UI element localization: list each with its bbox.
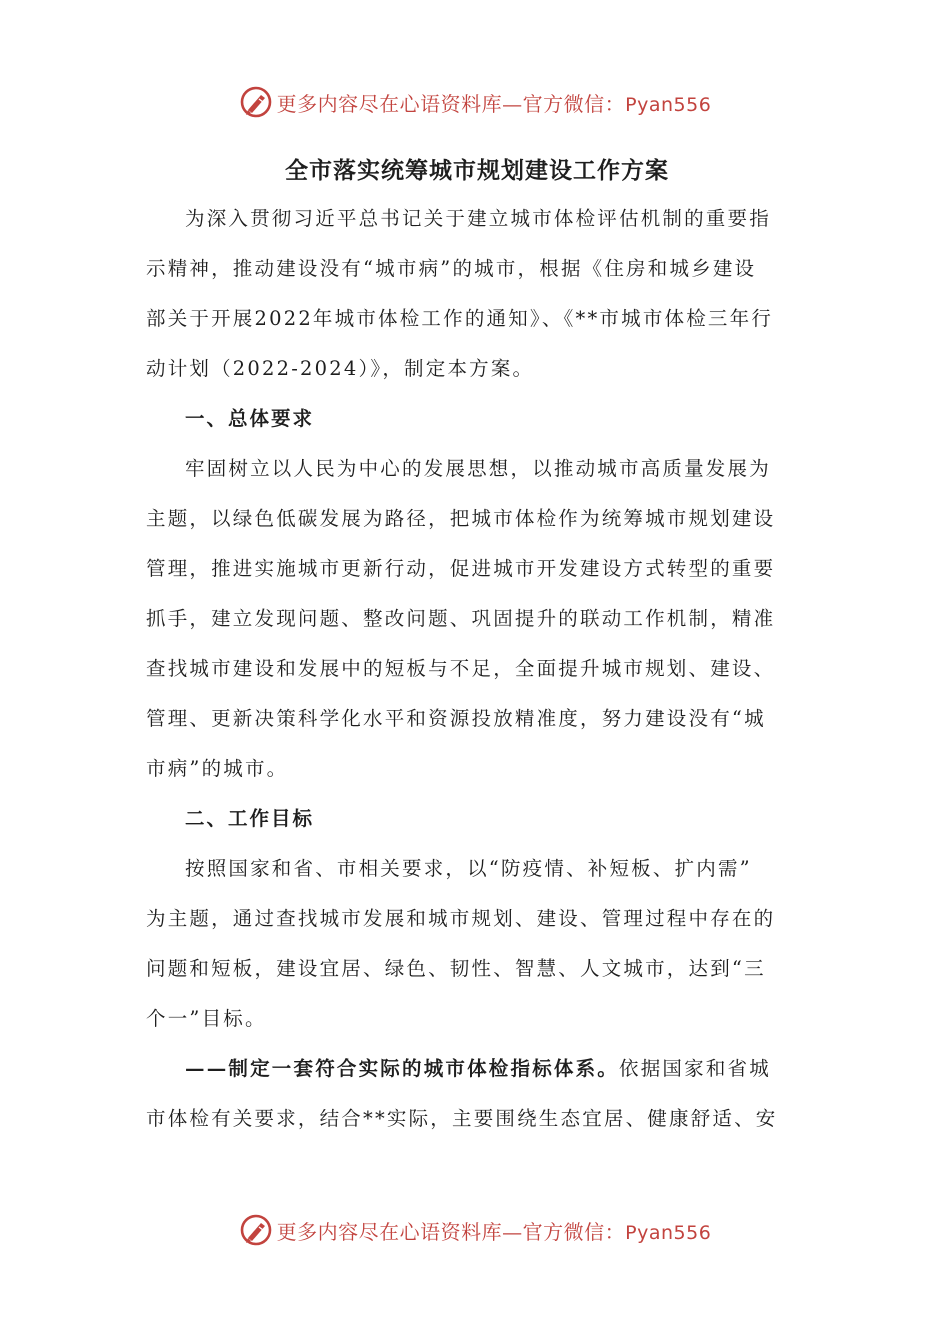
pen-logo-icon xyxy=(239,1213,273,1247)
paragraph-line: 牢固树立以人民为中心的发展思想，以推动城市高质量发展为 xyxy=(185,457,771,480)
work-goals-paragraph xyxy=(146,844,808,1044)
paragraph-line: 按照国家和省、市相关要求，以“防疫情、补短板、扩内需” xyxy=(185,857,752,880)
goal-one-paragraph xyxy=(146,1044,808,1144)
section-heading-work-goals: 二、工作目标 xyxy=(185,807,315,830)
document-title: 全市落实统筹城市规划建设工作方案 xyxy=(285,157,669,184)
paragraph-line: 为主题，通过查找城市发展和城市规划、建设、管理过程中存在的 xyxy=(146,907,776,930)
header-banner xyxy=(0,82,950,122)
intro-line: 示精神，推动建设没有“城市病”的城市，根据《住房和城乡建设 xyxy=(146,257,757,280)
banner-text: 更多内容尽在心语资料库—官方微信：Pyan556 xyxy=(276,1219,712,1244)
goal-one-line xyxy=(146,1044,808,1094)
banner-text: 更多内容尽在心语资料库—官方微信：Pyan556 xyxy=(276,91,712,116)
paragraph-line: 个一”目标。 xyxy=(146,1007,267,1030)
pen-logo-icon xyxy=(239,85,273,119)
paragraph-line: 管理，推进实施城市更新行动，促进城市开发建设方式转型的重要 xyxy=(146,557,776,580)
section-heading-overall-requirements: 一、总体要求 xyxy=(185,407,315,430)
intro-line: 为深入贯彻习近平总书记关于建立城市体检评估机制的重要指 xyxy=(185,207,771,230)
paragraph-line: 主题，以绿色低碳发展为路径，把城市体检作为统筹城市规划建设 xyxy=(146,507,776,530)
goal-one-lead: ——制定一套符合实际的城市体检指标体系。 xyxy=(185,1057,620,1080)
intro-line: 动计划（2022-2024）》，制定本方案。 xyxy=(146,357,535,380)
intro-line: 部关于开展2022年城市体检工作的通知》、《**市城市体检三年行 xyxy=(146,307,774,330)
goal-one-line-2: 市体检有关要求，结合**实际，主要围绕生态宜居、健康舒适、安 xyxy=(146,1107,778,1130)
document-body xyxy=(146,148,808,1144)
paragraph-line: 问题和短板，建设宜居、绿色、韧性、智慧、人文城市，达到“三 xyxy=(146,957,766,980)
intro-paragraph xyxy=(146,194,808,394)
paragraph-line: 管理、更新决策科学化水平和资源投放精准度，努力建设没有“城 xyxy=(146,707,766,730)
footer-banner xyxy=(0,1210,950,1250)
paragraph-line: 抓手，建立发现问题、整改问题、巩固提升的联动工作机制，精准 xyxy=(146,607,776,630)
banner-account: Pyan556 xyxy=(625,1221,712,1244)
overall-requirements-paragraph xyxy=(146,444,808,794)
paragraph-line: 市病”的城市。 xyxy=(146,757,289,780)
paragraph-line: 查找城市建设和发展中的短板与不足，全面提升城市规划、建设、 xyxy=(146,657,776,680)
banner-account: Pyan556 xyxy=(625,93,712,116)
goal-one-rest: 依据国家和省城 xyxy=(619,1057,771,1080)
